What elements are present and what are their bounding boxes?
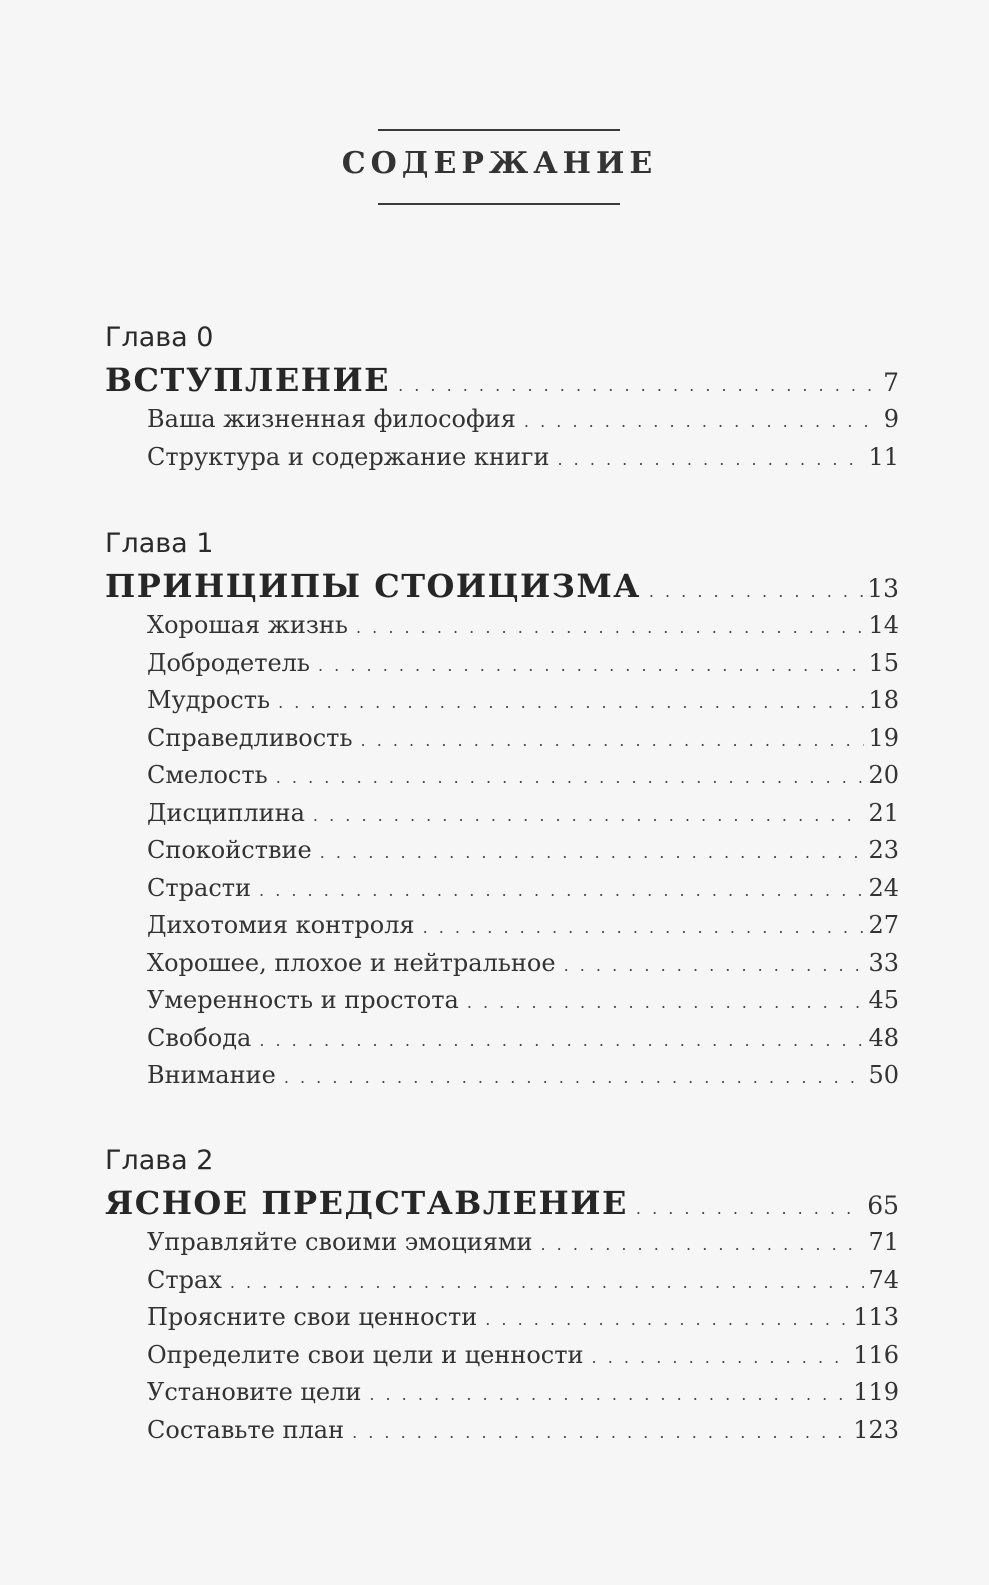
toc-entry[interactable] — [147, 720, 899, 758]
dot-leader — [318, 647, 864, 685]
toc-entry[interactable] — [147, 1262, 899, 1300]
page-title: СОДЕРЖАНИЕ — [341, 146, 658, 181]
page-number: 24 — [868, 873, 899, 902]
page-number: 113 — [853, 1303, 899, 1331]
toc-chapter-entry[interactable] — [105, 565, 899, 607]
toc-entry[interactable] — [147, 439, 899, 477]
page-number: 14 — [868, 611, 899, 639]
entry-title: Внимание — [147, 1061, 276, 1089]
title-rule-top — [378, 129, 620, 131]
dot-leader — [423, 909, 865, 947]
page-number: 9 — [883, 405, 899, 433]
page-number: 45 — [868, 986, 899, 1014]
chapter-title: ВСТУПЛЕНИЕ — [105, 361, 391, 399]
dot-leader — [230, 1264, 865, 1302]
toc-entry[interactable] — [147, 645, 899, 683]
chapter-1 — [105, 523, 899, 1095]
entry-title: Умеренность и простота — [147, 986, 459, 1014]
page-number: 116 — [853, 1340, 899, 1369]
entry-title: Свобода — [147, 1023, 252, 1052]
dot-leader — [356, 609, 864, 647]
dot-leader — [278, 684, 864, 722]
dot-leader — [649, 571, 863, 613]
toc-entry[interactable] — [147, 1224, 899, 1262]
dot-leader — [369, 1376, 849, 1414]
dot-leader — [352, 1414, 849, 1452]
chapter-title: ЯСНОЕ ПРЕДСТАВЛЕНИЕ — [105, 1184, 628, 1222]
chapter-label: Глава 0 — [105, 322, 214, 353]
toc-entry[interactable] — [147, 945, 899, 983]
toc-entry[interactable] — [147, 832, 899, 870]
chapter-2 — [105, 1140, 899, 1449]
entry-title: Составьте план — [147, 1415, 345, 1444]
page-number: 19 — [868, 723, 899, 752]
toc-entry[interactable] — [147, 757, 899, 795]
page-number: 20 — [868, 761, 899, 789]
toc-entry[interactable] — [147, 795, 899, 833]
page-number: 48 — [868, 1023, 899, 1052]
dot-leader — [313, 797, 865, 835]
dot-leader — [592, 1339, 850, 1377]
toc-entry[interactable] — [147, 870, 899, 908]
entry-title: Структура и содержание книги — [147, 442, 550, 471]
page-number: 50 — [868, 1061, 899, 1089]
entry-title: Определите свои цели и ценности — [147, 1340, 584, 1369]
toc-chapter-entry[interactable] — [105, 1182, 899, 1224]
dot-leader — [259, 872, 864, 910]
page-number: 65 — [867, 1191, 899, 1220]
entry-title: Спокойствие — [147, 836, 312, 864]
toc-entry[interactable] — [147, 1337, 899, 1375]
page-number: 18 — [868, 686, 899, 714]
toc-entry[interactable] — [147, 607, 899, 645]
page-number: 15 — [868, 648, 899, 677]
entry-title: Ваша жизненная философия — [147, 405, 516, 433]
entry-title: Хорошее, плохое и нейтральное — [147, 948, 556, 977]
dot-leader — [557, 441, 864, 479]
dot-leader — [564, 947, 865, 985]
entry-title: Установите цели — [147, 1378, 362, 1406]
chapter-title: ПРИНЦИПЫ СТОИЦИЗМА — [105, 567, 641, 605]
page-number: 123 — [853, 1415, 899, 1444]
page-number: 74 — [868, 1265, 899, 1294]
entry-title: Дисциплина — [147, 798, 305, 827]
chapter-label: Глава 2 — [105, 1145, 214, 1176]
toc-entry[interactable] — [147, 1020, 899, 1058]
entry-title: Страсти — [147, 873, 252, 902]
toc-entry[interactable] — [147, 1374, 899, 1412]
dot-leader — [524, 403, 880, 441]
page-number: 27 — [868, 911, 899, 939]
entry-title: Дихотомия контроля — [147, 911, 415, 939]
page-number: 11 — [868, 442, 899, 471]
page-number: 13 — [867, 574, 899, 603]
entry-title: Мудрость — [147, 686, 271, 714]
page-number: 33 — [868, 948, 899, 977]
page-number: 71 — [868, 1228, 899, 1256]
toc-chapter-entry[interactable] — [105, 359, 899, 401]
entry-title: Проясните свои ценности — [147, 1303, 478, 1331]
chapter-label: Глава 1 — [105, 528, 214, 559]
dot-leader — [320, 834, 865, 872]
toc-entry[interactable] — [147, 1412, 899, 1450]
dot-leader — [636, 1188, 863, 1230]
entry-title: Страх — [147, 1265, 222, 1294]
dot-leader — [259, 1022, 864, 1060]
page-number: 21 — [868, 798, 899, 827]
toc-entry[interactable] — [147, 1299, 899, 1337]
entry-title: Добродетель — [147, 648, 310, 677]
toc-entry[interactable] — [147, 982, 899, 1020]
dot-leader — [361, 722, 865, 760]
entry-title: Управляйте своими эмоциями — [147, 1228, 533, 1256]
title-rule-bottom — [378, 203, 620, 205]
toc-entry[interactable] — [147, 907, 899, 945]
entry-title: Справедливость — [147, 723, 353, 752]
page-number: 23 — [868, 836, 899, 864]
page-number: 7 — [883, 368, 899, 397]
dot-leader — [284, 1059, 865, 1097]
entry-title: Смелость — [147, 761, 268, 789]
entry-title: Хорошая жизнь — [147, 611, 348, 639]
dot-leader — [541, 1226, 865, 1264]
toc-entry[interactable] — [147, 401, 899, 439]
dot-leader — [276, 759, 865, 797]
page-number: 119 — [853, 1378, 899, 1406]
toc-entry[interactable] — [147, 682, 899, 720]
toc-entry[interactable] — [147, 1057, 899, 1095]
chapter-0 — [105, 317, 899, 476]
dot-leader — [485, 1301, 849, 1339]
dot-leader — [467, 984, 865, 1022]
